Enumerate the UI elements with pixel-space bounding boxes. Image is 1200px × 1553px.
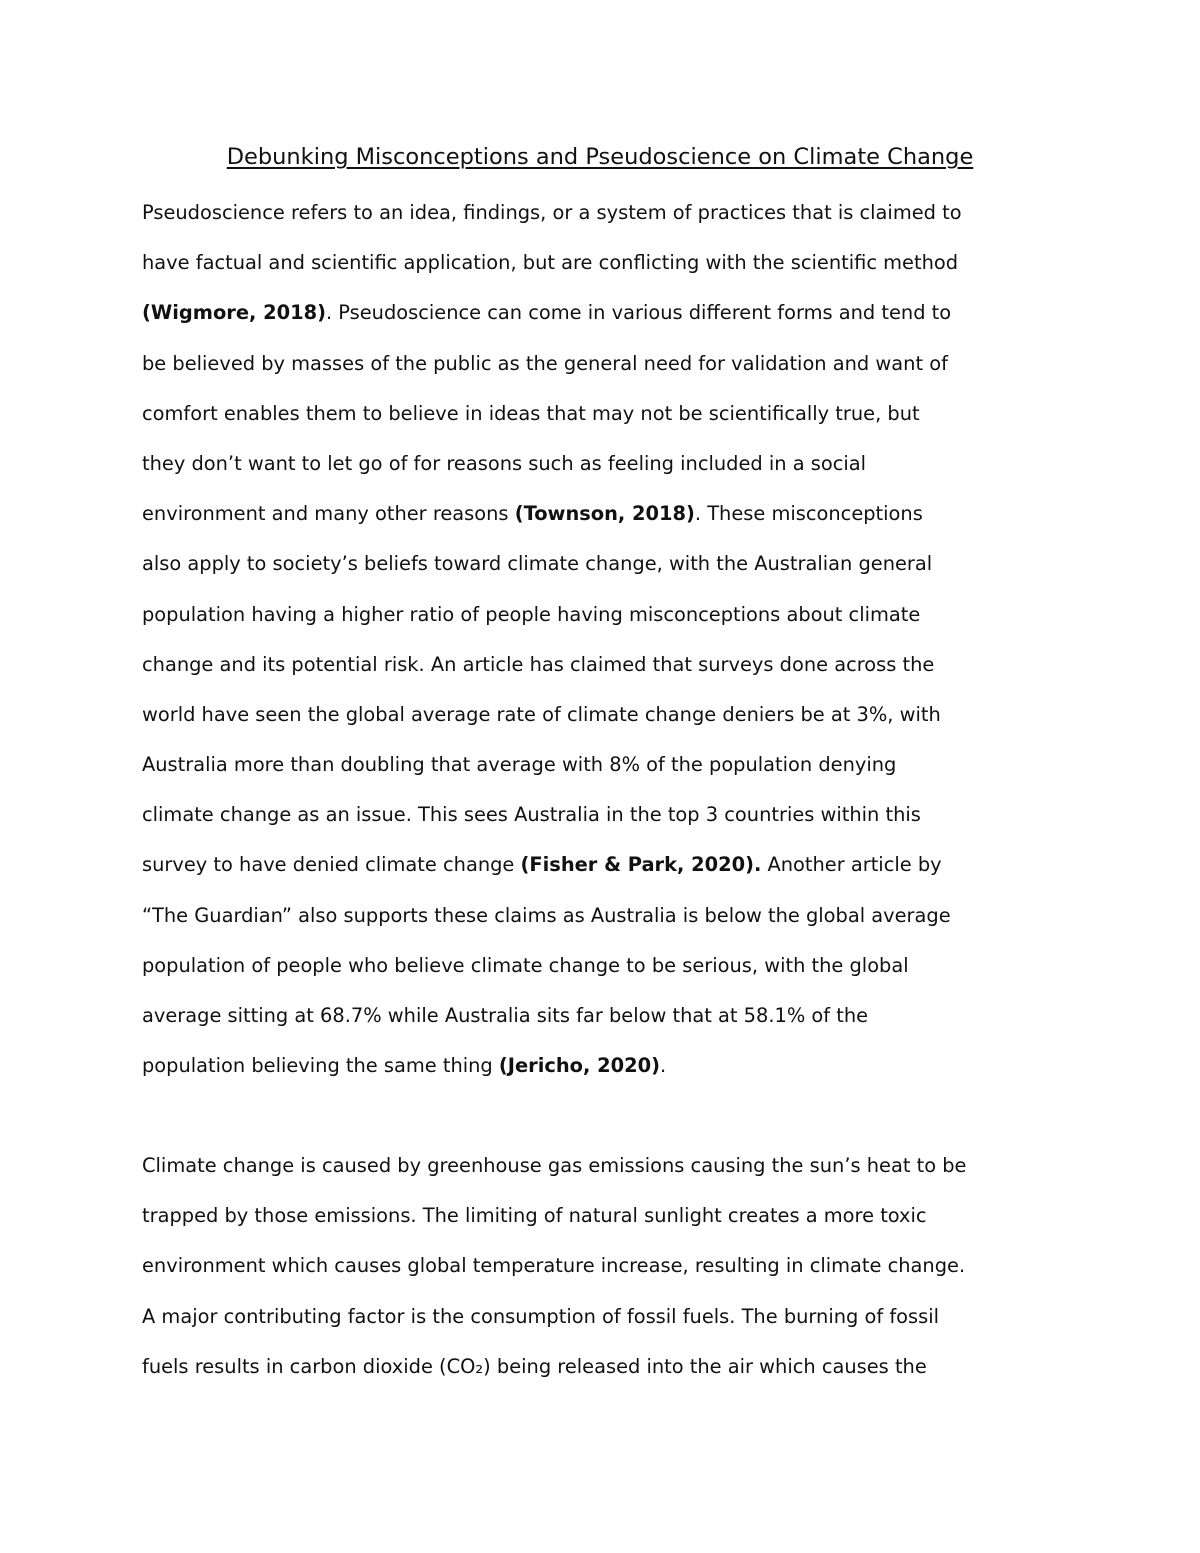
text-line: average sitting at 68.7% while Australia sits far below that at 58.1% of the — [142, 1004, 869, 1027]
text-line — [142, 288, 1072, 338]
text-line: “The Guardian” also supports these claims as Australia is below the global average — [142, 903, 951, 927]
citation: (Wigmore, 2018) — [142, 301, 326, 325]
text-line — [142, 489, 1072, 539]
text-segment: environment and many other reasons — [142, 502, 515, 526]
paragraph-1 — [142, 188, 1072, 1091]
text-line: population of people who believe climate change to be serious, with the global — [142, 953, 909, 977]
document-title: Debunking Misconceptions and Pseudoscience on Climate Change — [226, 144, 974, 170]
text-line: trapped by those emissions. The limiting of natural sunlight creates a more toxic — [142, 1204, 927, 1228]
text-line — [142, 840, 1072, 890]
text-line: fuels results in carbon dioxide (CO₂) being released into the air which causes the — [142, 1354, 927, 1378]
text-segment: . These misconceptions — [694, 502, 923, 526]
text-line: climate change as an issue. This sees Australia in the top 3 countries within this — [142, 803, 921, 827]
citation: (Townson, 2018) — [514, 502, 695, 526]
citation: (Fisher & Park, 2020). — [520, 853, 762, 877]
text-segment: Another article by — [761, 853, 942, 877]
text-line: also apply to society’s beliefs toward climate change, with the Australian general — [142, 552, 933, 576]
text-line: environment which causes global temperature increase, resulting in climate change. — [142, 1254, 966, 1278]
text-line: comfort enables them to believe in ideas that may not be scientifically true, but — [142, 401, 920, 425]
citation: (Jericho, 2020) — [498, 1054, 660, 1078]
text-line: Pseudoscience refers to an idea, findings, or a system of practices that is claimed to — [142, 201, 962, 224]
text-line: have factual and scientific application, but are conflicting with the scientific method — [142, 251, 959, 275]
text-segment: . Pseudoscience can come in various different forms and tend to — [325, 301, 952, 325]
text-line: they don’t want to let go of for reasons such as feeling included in a social — [142, 451, 867, 475]
text-line: Australia more than doubling that average with 8% of the population denying — [142, 753, 897, 777]
text-segment: survey to have denied climate change — [142, 853, 521, 877]
text-line: world have seen the global average rate of climate change deniers be at 3%, with — [142, 702, 941, 726]
text-segment: . — [659, 1054, 667, 1078]
text-segment: population believing the same thing — [142, 1054, 499, 1078]
text-line: A major contributing factor is the consumption of fossil fuels. The burning of fossil — [142, 1304, 940, 1328]
text-line: Climate change is caused by greenhouse gas emissions causing the sun’s heat to be — [142, 1154, 967, 1177]
text-line: change and its potential risk. An article has claimed that surveys done across the — [142, 652, 935, 676]
text-line — [142, 1041, 1072, 1091]
text-line: be believed by masses of the public as the general need for validation and want of — [142, 351, 948, 375]
text-line: population having a higher ratio of people having misconceptions about climate — [142, 602, 921, 626]
paragraph-2 — [142, 1141, 1072, 1392]
